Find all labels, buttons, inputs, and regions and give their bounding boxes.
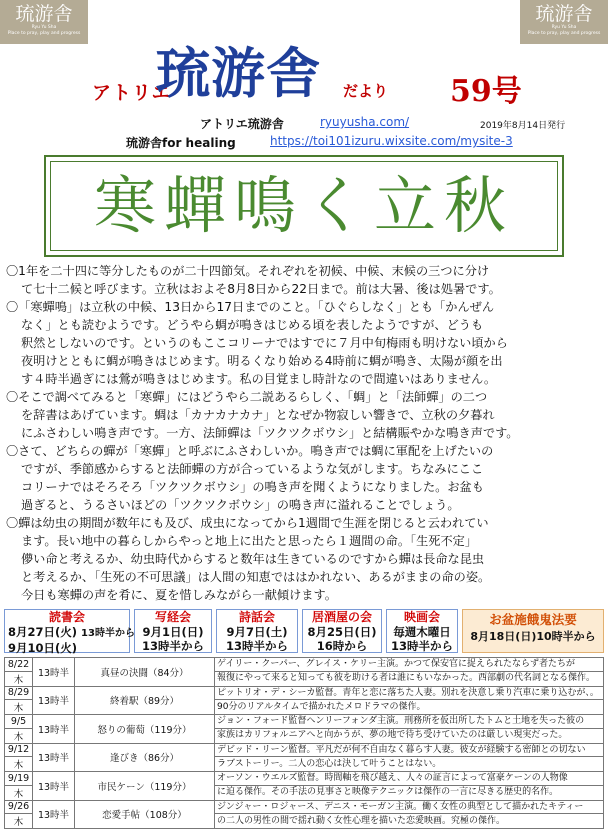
event-time: 13時半から	[81, 628, 135, 639]
publisher-link[interactable]: ryuyusha.com/	[320, 115, 410, 129]
event-reading	[4, 609, 135, 655]
schedule-row	[5, 658, 604, 672]
schedule-desc-line: 報復にやって来ると知っても彼を助ける者は誰にもいなかった。西部劇の代名詞となる傑作。	[215, 671, 604, 686]
headline: 寒蟬鳴く立秋	[93, 169, 514, 242]
schedule-row	[5, 743, 604, 757]
text-line: 儚い命と考えるか、幼虫時代からすると数年は生きているのですから蟬は長命な昆虫	[21, 552, 485, 566]
schedule-time: 13時半	[33, 800, 75, 829]
schedule-date: 9/19	[5, 772, 33, 786]
event-title: お盆施餓鬼法要	[489, 612, 577, 627]
publisher-name: アトリエ琉游舎	[200, 117, 284, 131]
text-line: 〇そこで調べてみると「寒蟬」にはどうやら二説あるらしく、「蜩」と「法師蟬」の二つ	[6, 390, 488, 404]
logo-sub1: Ryu Yu Sha	[31, 25, 57, 30]
text-line: て七十二候と呼びます。立秋はおよそ8月8日から22日まで。前は大暑、後は処暑です。	[21, 282, 501, 296]
schedule-day: 木	[5, 700, 33, 715]
schedule-date: 9/26	[5, 800, 33, 814]
schedule-desc-line: ジンジャー・ロジャース、デニス・モーガン主演。働く女性の典型として描かれたキティー	[215, 800, 604, 814]
healing-row	[0, 134, 608, 152]
text-line: ます。長い地中の暮らしからやっと地上に出たと思ったら１週間の命。「生死不定」	[21, 534, 478, 548]
schedule-time: 13時半	[33, 772, 75, 801]
text-line: 今日も寒蟬の声を肴に、夏を惜しみながら一献傾けます。	[21, 588, 337, 602]
text-line: 〇「寒蟬鳴」は立秋の中候、13日から17日までのこと。「ひぐらしなく」とも「かんぜん	[6, 300, 495, 314]
schedule-desc-line: の二人の男性の間で揺れ動く女性心理を描いた恋愛映画。究極の傑作。	[215, 814, 604, 829]
text-line: 夜明けとともに蜩が鳴きはじめます。明るくなり始める4時前に蜩が鳴き、太陽が顔を出	[21, 354, 503, 368]
text-line: 釈然としないのです。というのもここコリーナではすでに７月中旬梅雨も明けない頃から	[21, 336, 508, 350]
schedule-film: 怒りの葡萄（119分）	[75, 715, 215, 744]
masthead-title: 琉游舎	[156, 41, 321, 105]
logo-left	[0, 0, 88, 44]
schedule-day: 木	[5, 785, 33, 800]
schedule-desc-line: オーソン・ウエルズ監督。時間軸を飛び越え、人々の証言によって富豪ケーンの人物像	[215, 772, 604, 786]
schedule-day: 木	[5, 671, 33, 686]
masthead	[0, 40, 608, 110]
text-line: 過ぎると、うるさいほどの「ツクツクボウシ」の鳴き声に溢れることでしょう。	[21, 498, 460, 512]
event-date: 毎週木曜日	[393, 625, 451, 639]
event-date: 9月1日(日)	[142, 625, 204, 639]
text-line: 〇1年を二十四に等分したものが二十四節気。それぞれを初候、中候、末候の三つに分け	[6, 264, 490, 278]
paragraph	[6, 298, 604, 388]
text-line: にふさわしい鳴き声です。一方、法師蟬は「ツクツクボウシ」と結構賑やかな鳴き声です。	[21, 426, 519, 440]
event-line	[5, 625, 135, 641]
text-line: コリーナではそろそろ「ツクツクボウシ」の鳴き声を聞くようになりました。お盆も	[21, 480, 484, 494]
schedule-desc-line: ピットリオ・デ・シーカ監督。青年と恋に落ちた人妻。別れを決意し乗り汽車に乗り込むが、。	[215, 686, 604, 700]
event-movie	[386, 609, 458, 653]
events-bar	[4, 609, 604, 653]
masthead-atelier: アトリエ	[92, 82, 172, 104]
schedule-row	[5, 772, 604, 786]
schedule-row	[5, 715, 604, 729]
schedule-desc-line: デビッド・リーン監督。平凡だが何不自由なく暮らす人妻。彼女が経験する密師との切ない	[215, 743, 604, 757]
schedule-film: 恋愛手帖（108分）	[75, 800, 215, 829]
publish-date: 2019年8月14日発行	[480, 121, 566, 131]
schedule-time: 13時半	[33, 743, 75, 772]
schedule-desc-line: ゲイリー・クーパー、グレイス・ケリー主演。かつて保安官に捉えられたならず者たちが	[215, 658, 604, 672]
schedule-day: 木	[5, 757, 33, 772]
schedule-film: 市民ケーン（119分）	[75, 772, 215, 801]
event-date: 8月25日(日)	[307, 625, 377, 639]
text-line: と考えるか、「生死の不可思議」は人間の知恵でははかれない、あるがままの命の姿。	[21, 570, 491, 584]
issue-number: 59号	[450, 74, 522, 109]
text-line: なく」とも読むようです。どうやら蜩が鳴きはじめる頃を表したようですが、どうも	[21, 318, 484, 332]
publisher-row	[0, 115, 608, 133]
logo-right	[520, 0, 608, 44]
text-line: 〇さて、どちらの蟬が「寒蟬」と呼ぶにふさわしいか。鳴き声では蜩に軍配を上げたいの	[6, 444, 494, 458]
logo-title: 琉游舎	[535, 3, 593, 25]
healing-link[interactable]: https://toi101izuru.wixsite.com/mysite-3	[270, 134, 513, 148]
event-title: 映画会	[403, 610, 440, 624]
schedule-day: 木	[5, 814, 33, 829]
logo-title: 琉游舎	[15, 3, 73, 25]
event-date: 9月10日(火)	[8, 641, 78, 655]
event-date: 9月7日(土)	[226, 625, 288, 639]
event-title: 読書会	[48, 610, 85, 624]
text-line: を辞書はあげています。蜩は「カナカナカナ」となぜか物寂しい響きで、立秋の夕暮れ	[21, 408, 495, 422]
event-time: 13時半から	[225, 639, 288, 653]
event-title: 詩話会	[238, 610, 275, 624]
schedule-row	[5, 686, 604, 700]
event-date: 8月27日(火)	[8, 625, 78, 639]
schedule-time: 13時半	[33, 658, 75, 687]
schedule-time: 13時半	[33, 715, 75, 744]
schedule-day: 木	[5, 728, 33, 743]
schedule-film: 逢びき（86分）	[75, 743, 215, 772]
schedule-desc-line: に迫る傑作。その手法の見事さと映像テクニックは傑作の一言に尽きる歴史的名作。	[215, 785, 604, 800]
event-obon	[462, 609, 604, 653]
logo-sub2: Place to pray, play and progress	[7, 30, 81, 36]
event-izakaya	[302, 609, 382, 653]
headline-frame	[44, 155, 564, 257]
event-poetry	[216, 609, 298, 653]
event-date: 8月18日(日)10時半から	[470, 630, 596, 643]
paragraph	[6, 514, 604, 604]
schedule-date: 9/12	[5, 743, 33, 757]
schedule-film: 終着駅（89分）	[75, 686, 215, 715]
event-time: 13時半から	[141, 639, 204, 653]
schedule-time: 13時半	[33, 686, 75, 715]
schedule-date: 8/29	[5, 686, 33, 700]
schedule-desc-line: ジョン・フォード監督ヘンリーフォンダ主演。刑務所を仮出所したトムと土地を失った彼の	[215, 715, 604, 729]
schedule-date: 8/22	[5, 658, 33, 672]
schedule-date: 9/5	[5, 715, 33, 729]
article-body	[6, 262, 604, 604]
logo-sub2: Place to pray, play and progress	[527, 30, 601, 36]
headline-inner-frame	[50, 161, 558, 251]
paragraph	[6, 442, 604, 514]
movie-schedule-table	[4, 657, 604, 829]
event-title: 居酒屋の会	[311, 610, 372, 624]
logo-sub1: Ryu Yu Sha	[551, 25, 577, 30]
schedule-row	[5, 800, 604, 814]
paragraph	[6, 388, 604, 442]
schedule-film: 真昼の決闘（84分）	[75, 658, 215, 687]
paragraph	[6, 262, 604, 298]
schedule-desc-line: ラブストーリー。二人の恋心は決して叶うことはない。	[215, 757, 604, 772]
schedule-desc-line: 家族はカリフォルニアへと向かうが、夢の地で待ち受けていたのは厳しい現実だった。	[215, 728, 604, 743]
event-time: 13時半から	[390, 639, 453, 653]
text-line: す４時半過ぎには鶯が鳴きはじめます。私の目覚まし時計なので間違いはありません。	[21, 372, 497, 386]
text-line: 〇蟬は幼虫の期間が数年にも及び、成虫になってから1週間で生涯を閉じると云われてい	[6, 516, 489, 530]
event-time: 16時から	[316, 639, 368, 653]
masthead-dayori: だより	[343, 82, 389, 100]
event-title: 写経会	[154, 610, 191, 624]
event-sutra	[134, 609, 212, 653]
schedule-desc-line: 90分のリアルタイムで描かれたメロドラマの傑作。	[215, 700, 604, 715]
healing-name: 琉游舎for healing	[126, 136, 236, 150]
text-line: ですが、季節感からすると法師蟬の方が合っているような気がします。ちなみにここ	[21, 462, 484, 476]
